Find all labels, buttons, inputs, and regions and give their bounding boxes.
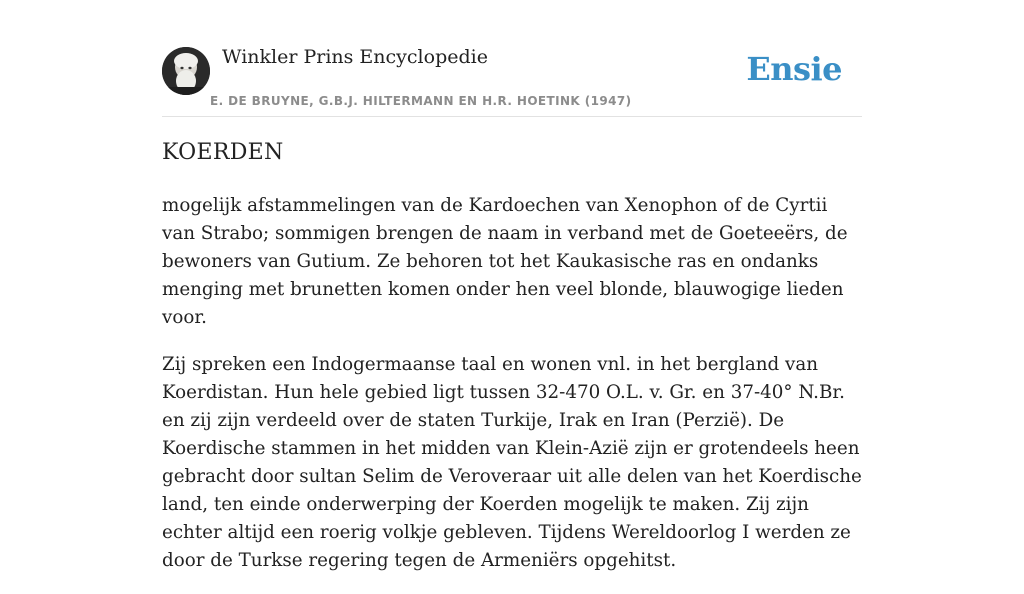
source-header [162, 0, 862, 117]
source-authors: E. DE BRUYNE, G.B.J. HILTERMANN EN H.R. HOETINK (1947) [210, 94, 632, 108]
page [162, 0, 862, 571]
ensie-logo[interactable]: Ensie [746, 50, 842, 88]
source-title[interactable]: Winkler Prins Encyclopedie [222, 46, 488, 68]
author-avatar[interactable] [162, 47, 210, 95]
article-title: KOERDEN [162, 140, 284, 165]
article-paragraph: mogelijk afstammelingen van de Kardoechen van Xenophon of de Cyrtii van Strabo; sommigen brengen de naam in verband met de Goeteeërs, de bewoners van Gutium. Ze behoren tot het Kaukasische ras en ondanks menging met brunetten komen onder hen veel blonde, blauwogige lieden voor. [162, 195, 848, 328]
article-body [162, 192, 862, 594]
article-paragraph: Zij spreken een Indogermaanse taal en wonen vnl. in het bergland van Koerdistan. Hun hele gebied ligt tussen 32-470 O.L. v. Gr. en 37-40° N.Br. en zij zijn verdeeld over de staten Turkije, Irak en Iran (Perzië). De Koerdische stammen in het midden van Klein-Azië zijn er grotendeels heen gebracht door sultan Selim de Veroveraar uit alle delen van het Koerdische land, ten einde onderwerping der Koerden mogelijk te maken. Zij zijn echter altijd een roerig volkje gebleven. Tijdens Wereldoorlog I werden ze door de Turkse regering tegen de Armeniërs opgehitst. [162, 354, 862, 571]
